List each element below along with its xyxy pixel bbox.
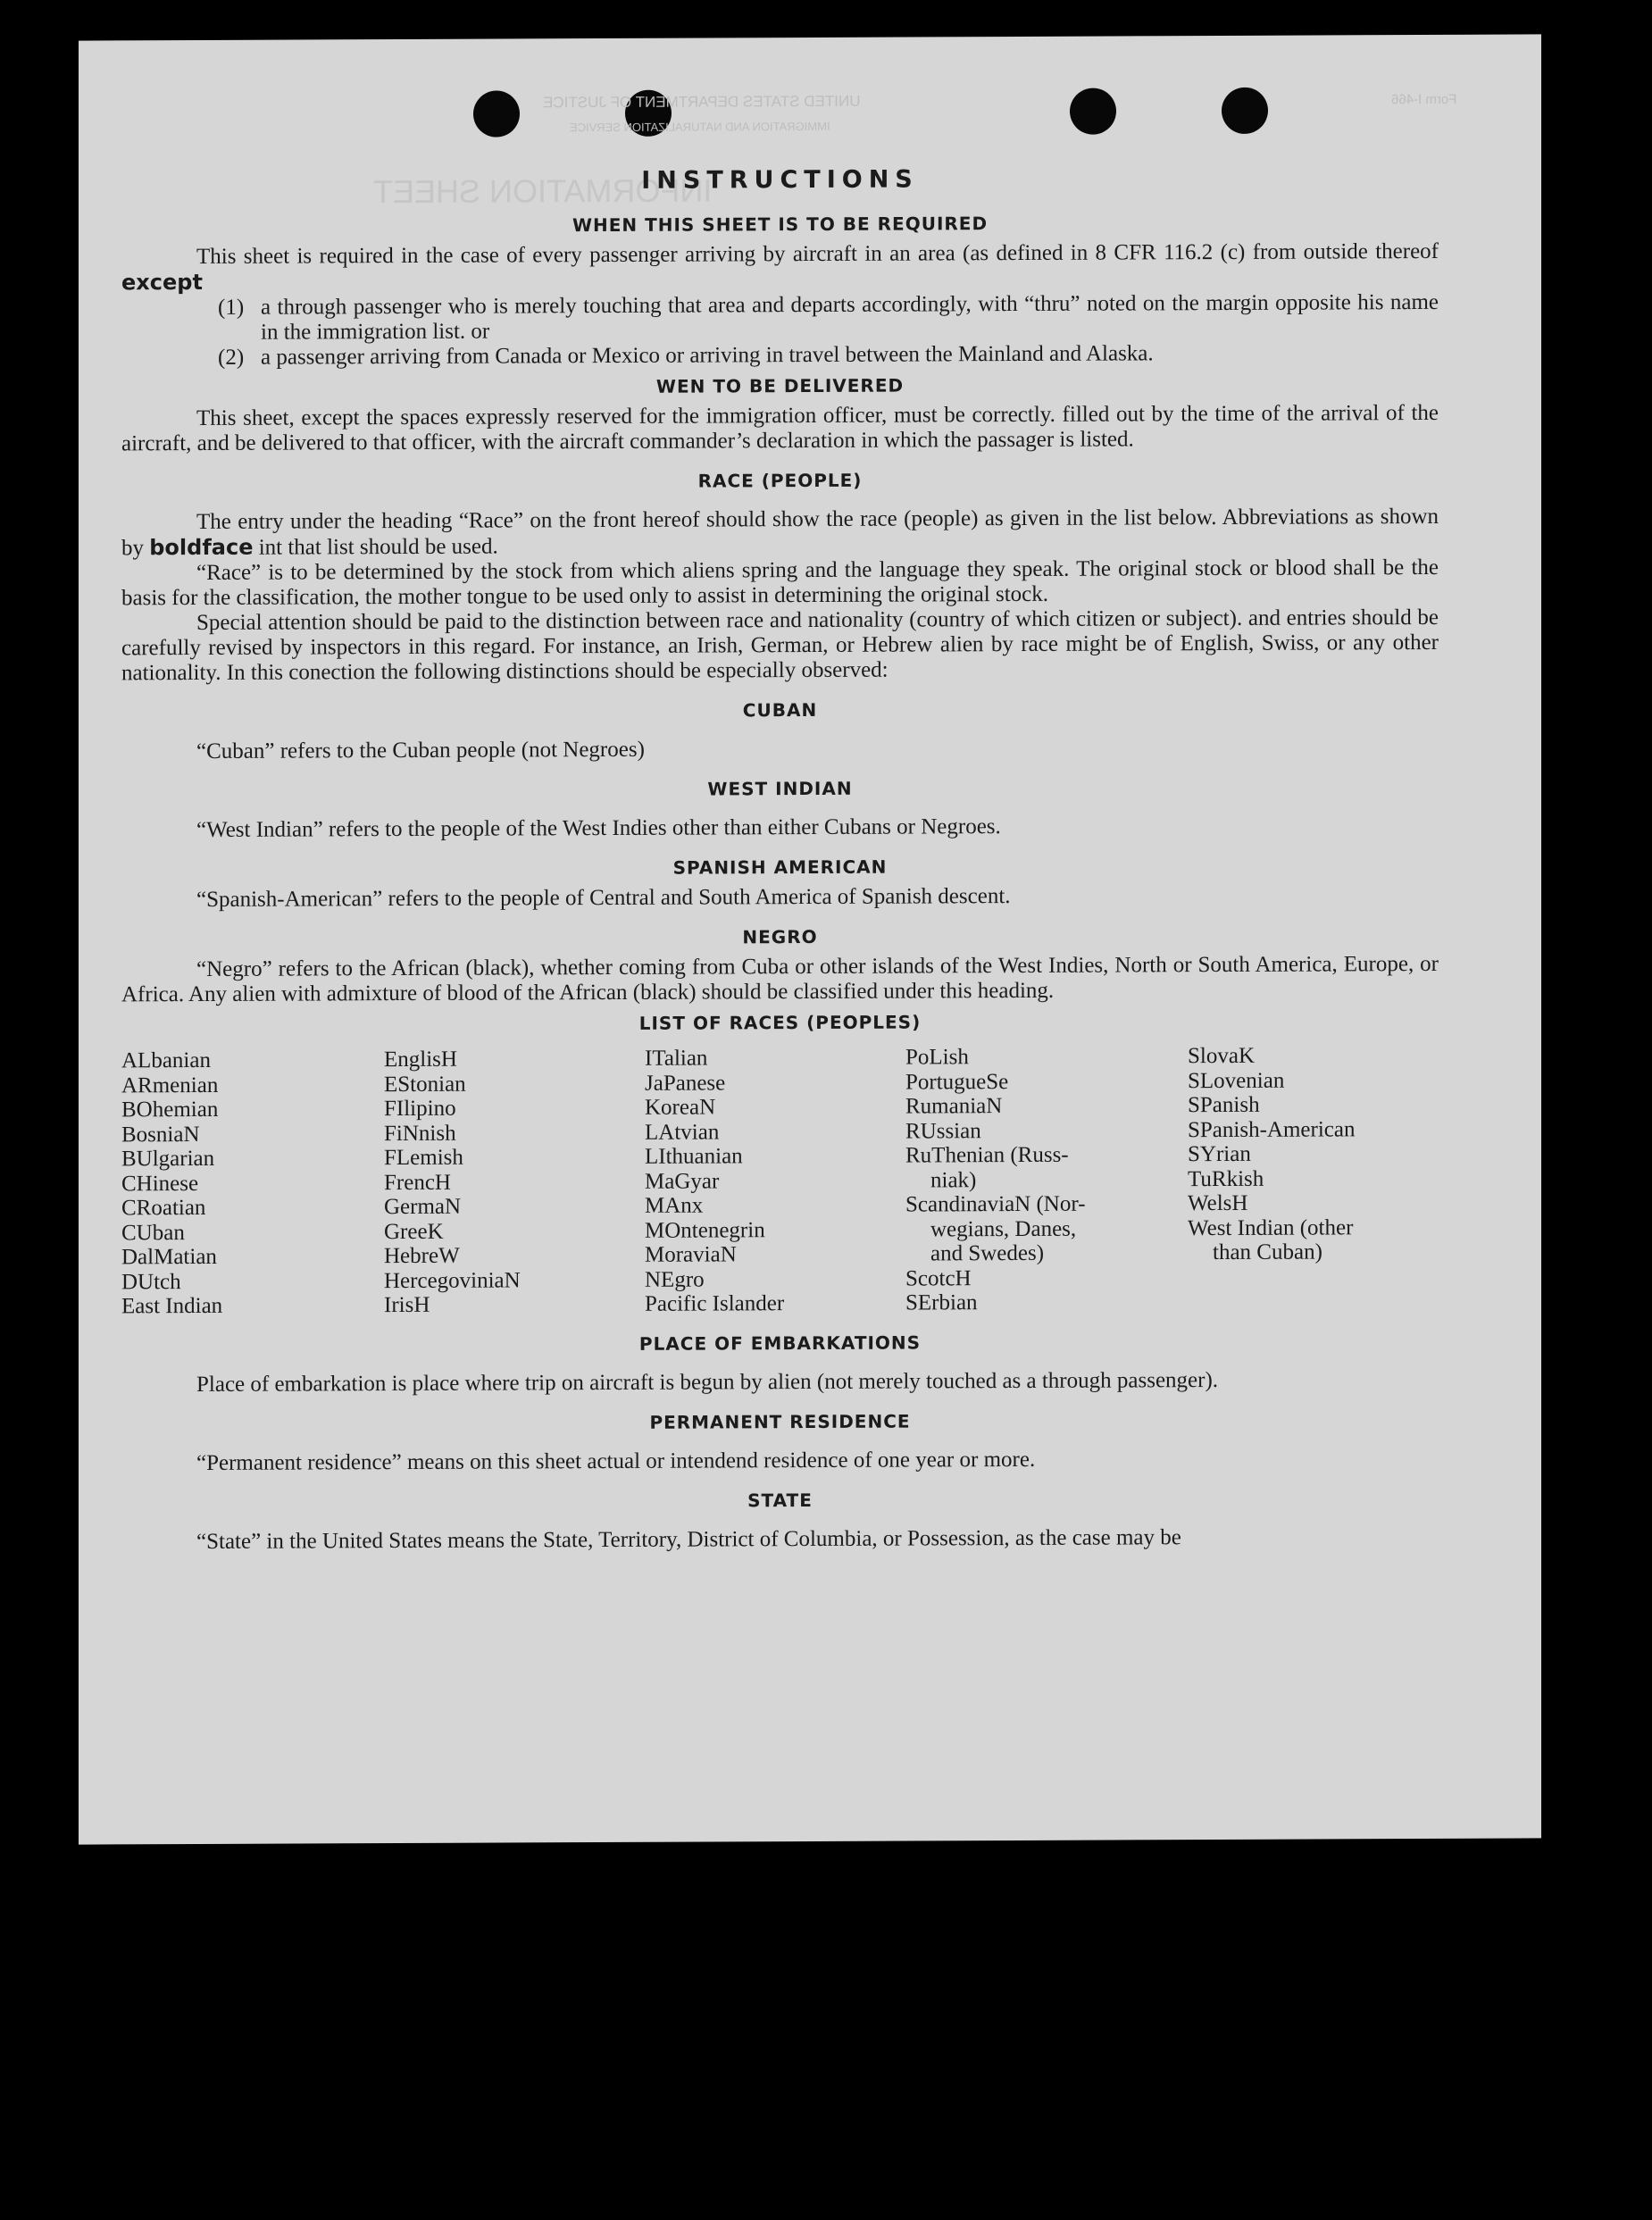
- page-title: INSTRUCTIONS: [641, 165, 919, 195]
- list-item: RUssian: [905, 1118, 981, 1144]
- west-indian-text: “West Indian” refers to the people of the West Indies other than either Cubans or Negroes.: [196, 814, 1001, 842]
- heading-negro: NEGRO: [742, 925, 818, 948]
- negro-text: “Negro” refers to the African (black), whether coming from Cuba or other islands of the West Indies, North or South America, Europe, or Africa. Any alien with admixture of blood of the African (black) should be classified under this heading.: [121, 951, 1439, 1007]
- races-column-2: [384, 1047, 645, 1318]
- heading-permanent-residence: PERMANENT RESIDENCE: [649, 1410, 911, 1433]
- list-item: MoraviaN: [645, 1242, 737, 1267]
- races-list: [121, 1043, 1439, 1319]
- list-item: PoLish: [905, 1045, 969, 1070]
- punch-hole: [473, 90, 520, 137]
- cuban-text: “Cuban” refers to the Cuban people (not Negroes): [196, 737, 645, 764]
- list-item: DalMatian: [121, 1244, 217, 1270]
- list-item: SPanish: [1188, 1092, 1260, 1118]
- list-item: than Cuban): [1213, 1239, 1322, 1265]
- race-paragraph-3: Special attention should be paid to the distinction between race and nationality (country of which citizen or subject). and entries should be carefully revised by inspectors in this regard. For instance, an Irish, German, or Hebrew alien by race might be of English, Swiss, or any other nationality. In this conection the following distinctions should be especially observed:: [121, 605, 1439, 686]
- list-item: IrisH: [384, 1292, 430, 1318]
- list-item: NEgro: [645, 1267, 705, 1292]
- heading-cuban: CUBAN: [742, 698, 818, 722]
- required-intro: This sheet is required in the case of every passenger arriving by aircraft in an area (as defined in 8 CFR 116.2 (c) from outside thereof except: [121, 238, 1439, 296]
- list-item: BOhemian: [121, 1097, 219, 1123]
- list-item: GreeK: [384, 1219, 444, 1244]
- list-item: SPanish-American: [1188, 1116, 1356, 1142]
- list-item: West Indian (other: [1188, 1214, 1354, 1240]
- race-paragraph-2: “Race” is to be determined by the stock from which aliens spring and the language they speak. The original stock or blood shall be the basis for the classification, the mother tongue to be used only to assist in determining the original stock.: [121, 555, 1439, 611]
- required-item-2: (2) a passenger arriving from Canada or Mexico or arriving in travel between the Mainland and Alaska.: [218, 341, 1154, 370]
- heading-delivered: WEN TO BE DELIVERED: [655, 374, 905, 397]
- boldface-term: boldface: [149, 534, 254, 561]
- heading-west-indian: WEST INDIAN: [707, 777, 853, 800]
- list-item: BUlgarian: [121, 1146, 215, 1172]
- list-item: SErbian: [905, 1290, 978, 1315]
- list-item: DUtch: [121, 1269, 181, 1294]
- list-item: PortugueSe: [905, 1069, 1009, 1095]
- list-item: Pacific Islander: [645, 1291, 785, 1316]
- races-column-5: [1188, 1043, 1420, 1314]
- list-item: FrencH: [384, 1170, 451, 1195]
- list-item: East Indian: [121, 1293, 223, 1319]
- list-item: BosniaN: [121, 1122, 200, 1147]
- list-item: CHinese: [121, 1171, 199, 1196]
- list-item: HebreW: [384, 1243, 460, 1269]
- list-item: ITalian: [645, 1046, 708, 1071]
- list-item: ARmenian: [121, 1072, 219, 1097]
- list-item: GermaN: [384, 1194, 462, 1220]
- heading-list-of-races: LIST OF RACES (PEOPLES): [638, 1011, 922, 1034]
- list-item: CUban: [121, 1220, 185, 1245]
- list-item: FIlipino: [384, 1096, 456, 1122]
- except-boldface: except: [121, 269, 203, 296]
- punch-hole: [1070, 88, 1116, 135]
- list-item: SYrian: [1188, 1141, 1251, 1167]
- heading-embarkation: PLACE OF EMBARKATIONS: [638, 1331, 922, 1355]
- list-item: MaGyar: [645, 1168, 720, 1194]
- bleed-through-title: INFORMATION SHEET: [373, 171, 713, 211]
- list-item: FiNnish: [384, 1121, 456, 1146]
- list-item: TuRkish: [1188, 1166, 1264, 1191]
- list-item: SLovenian: [1188, 1068, 1285, 1093]
- list-item: ScotcH: [905, 1265, 972, 1291]
- heading-state: STATE: [747, 1489, 813, 1511]
- heading-required: WHEN THIS SHEET IS TO BE REQUIRED: [572, 213, 989, 237]
- required-item-1: (1) a through passenger who is merely touching that area and departs accordingly, with “thru” noted on the margin opposite his name in the immigration list. or: [218, 289, 1439, 345]
- list-item: KoreaN: [645, 1095, 716, 1120]
- race-paragraph-1: The entry under the heading “Race” on the front hereof should show the race (people) as given in the list below. Abbreviations as shown by boldface int that list should be used.: [121, 504, 1439, 561]
- races-column-1: [121, 1047, 384, 1319]
- delivered-text: This sheet, except the spaces expressly reserved for the immigration officer, must be correctly. filled out by the time of the arrival of the aircraft, and be delivered to that officer, with the aircraft commander’s declaration in which the passager is listed.: [121, 400, 1439, 456]
- heading-spanish-american: SPANISH AMERICAN: [672, 855, 888, 879]
- list-item: LAtvian: [645, 1119, 720, 1145]
- list-item: and Swedes): [930, 1240, 1045, 1266]
- list-item: RumaniaN: [905, 1094, 1003, 1119]
- residence-text: “Permanent residence” means on this sheet actual or intendend residence of one year or more.: [196, 1447, 1036, 1475]
- list-item: MAnx: [645, 1193, 704, 1218]
- list-item: WelsH: [1188, 1190, 1248, 1216]
- state-text: “State” in the United States means the State, Territory, District of Columbia, or Possession, as the case may be: [196, 1524, 1181, 1554]
- list-item: FLemish: [384, 1145, 463, 1171]
- list-item: LIthuanian: [645, 1144, 743, 1169]
- list-item: MOntenegrin: [645, 1217, 765, 1243]
- heading-race: RACE (PEOPLE): [697, 469, 863, 492]
- spanish-american-text: “Spanish-American” refers to the people of Central and South America of Spanish descent.: [196, 884, 1011, 912]
- list-item: ScandinaviaN (Nor-: [905, 1191, 1086, 1217]
- races-column-3: [645, 1046, 905, 1317]
- list-item: EnglisH: [384, 1047, 457, 1072]
- list-item: HercegoviniaN: [384, 1267, 521, 1293]
- list-item: SlovaK: [1188, 1043, 1255, 1069]
- bleed-through-agency: UNITED STATES DEPARTMENT OF JUSTICE: [543, 92, 861, 112]
- list-item: RuThenian (Russ-: [905, 1142, 1069, 1168]
- list-item: JaPanese: [645, 1070, 726, 1096]
- list-item: wegians, Danes,: [930, 1216, 1077, 1241]
- list-item: ALbanian: [121, 1047, 211, 1073]
- list-item: EStonian: [384, 1072, 466, 1097]
- list-item: niak): [930, 1167, 977, 1192]
- embarkation-text: Place of embarkation is place where trip on aircraft is begun by alien (not merely touched as a through passenger).: [196, 1367, 1219, 1397]
- races-column-4: [905, 1044, 1188, 1315]
- punch-hole: [1222, 88, 1268, 134]
- bleed-through-service: IMMIGRATION AND NATURALIZATION SERVICE: [570, 119, 830, 135]
- bleed-through-form-number: Form I-466: [1391, 91, 1457, 108]
- document-sheet: [79, 34, 1541, 1844]
- list-item: CRoatian: [121, 1195, 206, 1221]
- instructions-body: [121, 163, 1439, 1555]
